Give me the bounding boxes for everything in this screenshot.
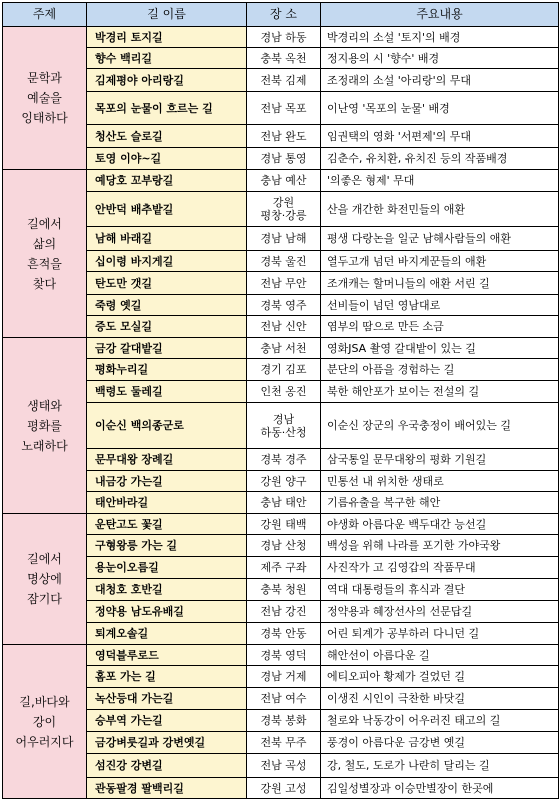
- content-cell: 어린 퇴계가 공부하러 다니던 길: [321, 623, 559, 645]
- theme-line: 어우러지다: [15, 734, 74, 749]
- road-name-cell: 문무대왕 장례길: [87, 449, 247, 471]
- theme-line: 문학과: [27, 71, 62, 85]
- place-cell: [247, 623, 321, 645]
- place-line: 경남 거제: [260, 670, 307, 683]
- place-line: 경북 안동: [260, 627, 307, 640]
- table-row: [3, 148, 559, 170]
- content-cell: 역대 대통령들의 휴식과 결단: [321, 579, 559, 601]
- table-row: [3, 535, 559, 557]
- table-row: [3, 251, 559, 272]
- road-name-cell: 퇴계오솔길: [87, 623, 247, 645]
- theme-line: 잠기다: [27, 592, 62, 606]
- table-row: [3, 192, 559, 227]
- table-row: [3, 666, 559, 688]
- road-name-cell: 토영 이야~길: [87, 148, 247, 170]
- theme-line: 삶의: [32, 236, 57, 251]
- road-name-cell: 죽령 옛길: [87, 295, 247, 316]
- table-row: [3, 48, 559, 69]
- place-cell: [247, 316, 321, 338]
- road-name-cell: 정약용 남도유배길: [87, 601, 247, 623]
- place-cell: [247, 381, 321, 403]
- place-line: 강원: [272, 196, 295, 209]
- theme-cell: [3, 170, 87, 338]
- theme-cell: [3, 514, 87, 645]
- content-cell: 야생화 아름다운 백두대간 능선길: [321, 514, 559, 535]
- content-cell: 정지용의 시 '향수' 배경: [321, 48, 559, 69]
- content-cell: '의좋은 형제' 무대: [321, 170, 559, 192]
- place-line: 충남 태안: [260, 496, 307, 509]
- table-row: [3, 710, 559, 732]
- table-row: [3, 645, 559, 666]
- road-name-cell: 김제평야 아리랑길: [87, 69, 247, 92]
- theme-line: 예술을: [27, 91, 62, 105]
- header-content: 주요내용: [321, 3, 559, 27]
- road-name-cell: 금강 갈대밭길: [87, 338, 247, 359]
- table-row: [3, 579, 559, 601]
- place-line: 충남 서천: [260, 341, 307, 355]
- content-cell: 산을 개간한 화전민들의 애환: [321, 192, 559, 227]
- table-row: [3, 272, 559, 295]
- place-line: 경북 봉화: [260, 714, 307, 727]
- place-cell: [247, 192, 321, 227]
- place-line: 충북 청원: [260, 583, 307, 596]
- place-cell: [247, 295, 321, 316]
- content-cell: 김일성별장과 이승만별장이 한곳에: [321, 778, 559, 799]
- place-cell: [247, 69, 321, 92]
- table-row: [3, 623, 559, 645]
- header-road-name: 길 이름: [87, 3, 247, 27]
- table-row: [3, 338, 559, 359]
- place-line: 경북 영주: [260, 298, 307, 312]
- theme-line: 노래하다: [21, 438, 68, 453]
- table-row: [3, 227, 559, 251]
- content-cell: 강, 철도, 도로가 나란히 달리는 길: [321, 754, 559, 778]
- place-line: 경북 영덕: [260, 648, 307, 662]
- place-line: 경남 통영: [260, 152, 307, 165]
- content-cell: 삼국통일 문무대왕의 평화 기원길: [321, 449, 559, 471]
- road-name-cell: 운탄고도 꽃길: [87, 514, 247, 535]
- place-line: 충북 옥천: [260, 51, 307, 65]
- content-cell: 평생 다랑논을 일군 남해사람들의 애환: [321, 227, 559, 251]
- content-cell: 민통선 내 위치한 생태로: [321, 471, 559, 492]
- table-row: [3, 449, 559, 471]
- place-line: 경남: [272, 412, 295, 426]
- table-row: [3, 125, 559, 148]
- road-name-cell: 관동팔경 팔백리길: [87, 778, 247, 799]
- road-name-cell: 내금강 가는길: [87, 471, 247, 492]
- place-cell: [247, 48, 321, 69]
- place-cell: [247, 272, 321, 295]
- content-cell: 이순신 장군의 우국충정이 배어있는 길: [321, 403, 559, 449]
- content-cell: 임권택의 영화 '서편제'의 무대: [321, 125, 559, 148]
- table-row: [3, 92, 559, 125]
- place-line: 전남 무안: [260, 276, 307, 290]
- walking-roads-table: [2, 2, 559, 799]
- table-row: [3, 69, 559, 92]
- place-line: 전남 완도: [260, 129, 307, 143]
- place-cell: [247, 125, 321, 148]
- content-cell: 북한 해안포가 보이는 전설의 길: [321, 381, 559, 403]
- road-name-cell: 탄도만 갯길: [87, 272, 247, 295]
- place-line: 전남 목포: [260, 101, 307, 115]
- place-line: 경북 울진: [260, 254, 307, 268]
- place-cell: [247, 92, 321, 125]
- place-line: 강원 태백: [260, 517, 307, 531]
- content-cell: 정약용과 혜장선사의 선문답길: [321, 601, 559, 623]
- content-cell: 김춘수, 유치환, 유치진 등의 작품배경: [321, 148, 559, 170]
- road-table-container: [2, 2, 559, 799]
- road-name-cell: 승부역 가는길: [87, 710, 247, 732]
- place-cell: [247, 732, 321, 754]
- road-name-cell: 금강벼룻길과 강변옛길: [87, 732, 247, 754]
- table-row: [3, 359, 559, 381]
- road-name-cell: 평화누리길: [87, 359, 247, 381]
- road-name-cell: 섬진강 강변길: [87, 754, 247, 778]
- header-place: 장 소: [247, 3, 321, 27]
- theme-cell: [3, 338, 87, 514]
- content-cell: 이난영 '목포의 눈물' 배경: [321, 92, 559, 125]
- content-cell: 기름유출을 복구한 해안: [321, 492, 559, 514]
- place-line: 전남 강진: [260, 605, 307, 618]
- table-row: [3, 471, 559, 492]
- road-name-cell: 영덕블루로드: [87, 645, 247, 666]
- road-name-cell: 대청호 호반길: [87, 579, 247, 601]
- road-name-cell: 예당호 꼬부랑길: [87, 170, 247, 192]
- place-cell: [247, 338, 321, 359]
- place-line: 충남 예산: [260, 174, 307, 187]
- table-row: [3, 557, 559, 579]
- place-line: 경남 산청: [260, 539, 307, 552]
- place-cell: [247, 754, 321, 778]
- road-name-cell: 청산도 슬로길: [87, 125, 247, 148]
- road-name-cell: 백령도 둘레길: [87, 381, 247, 403]
- road-name-cell: 목포의 눈물이 흐르는 길: [87, 92, 247, 125]
- theme-line: 잉태하다: [21, 111, 68, 125]
- road-name-cell: 향수 백리길: [87, 48, 247, 69]
- road-name-cell: 홈포 가는 길: [87, 666, 247, 688]
- place-cell: [247, 557, 321, 579]
- theme-line: 길,바다와: [19, 694, 70, 709]
- place-cell: [247, 471, 321, 492]
- place-cell: [247, 514, 321, 535]
- place-line: 경남 남해: [260, 232, 307, 245]
- table-row: [3, 778, 559, 799]
- place-cell: [247, 251, 321, 272]
- place-line: 제주 구좌: [260, 561, 307, 574]
- header-theme: 주제: [3, 3, 87, 27]
- table-row: [3, 514, 559, 535]
- road-name-cell: 안반덕 배추밭길: [87, 192, 247, 227]
- place-cell: [247, 27, 321, 48]
- table-row: [3, 754, 559, 778]
- theme-line: 찾다: [32, 276, 57, 291]
- place-cell: [247, 359, 321, 381]
- header-row: [3, 3, 559, 27]
- place-cell: [247, 227, 321, 251]
- content-cell: 풍경이 아름다운 금강변 옛길: [321, 732, 559, 754]
- theme-cell: [3, 27, 87, 170]
- content-cell: 에티오피아 황제가 걸었던 길: [321, 666, 559, 688]
- place-line: 전남 신안: [260, 320, 307, 333]
- place-line: 전북 김제: [260, 73, 307, 87]
- table-row: [3, 601, 559, 623]
- place-cell: [247, 778, 321, 799]
- place-cell: [247, 601, 321, 623]
- road-name-cell: 녹산등대 가는길: [87, 688, 247, 710]
- theme-line: 생태와: [27, 398, 62, 413]
- theme-line: 흔적을: [27, 256, 62, 271]
- place-cell: [247, 645, 321, 666]
- place-cell: [247, 688, 321, 710]
- road-name-cell: 태안바라길: [87, 492, 247, 514]
- place-line: 전남 여수: [260, 692, 307, 705]
- place-line: 전북 무주: [260, 736, 307, 749]
- road-name-cell: 십이령 바지게길: [87, 251, 247, 272]
- theme-line: 길에서: [27, 552, 62, 566]
- place-cell: [247, 492, 321, 514]
- place-line: 경남 하동: [260, 30, 307, 44]
- content-cell: 조정래의 소설 '아리랑'의 무대: [321, 69, 559, 92]
- theme-line: 강이: [32, 714, 57, 729]
- place-line: 경북 경주: [260, 453, 307, 466]
- content-cell: 철로와 낙동강이 어우러진 태고의 길: [321, 710, 559, 732]
- place-line: 강원 고성: [260, 781, 307, 795]
- table-row: [3, 27, 559, 48]
- road-name-cell: 박경리 토지길: [87, 27, 247, 48]
- table-row: [3, 316, 559, 338]
- place-cell: [247, 403, 321, 449]
- road-name-cell: 증도 모실길: [87, 316, 247, 338]
- content-cell: 이생진 시인이 극찬한 바닷길: [321, 688, 559, 710]
- road-name-cell: 구형왕릉 가는 길: [87, 535, 247, 557]
- theme-line: 길에서: [27, 216, 62, 231]
- table-row: [3, 381, 559, 403]
- content-cell: 영화JSA 촬영 갈대밭이 있는 길: [321, 338, 559, 359]
- theme-line: 평화를: [27, 418, 62, 433]
- place-cell: [247, 535, 321, 557]
- place-cell: [247, 666, 321, 688]
- place-line: 하동·산청: [260, 425, 307, 439]
- place-cell: [247, 579, 321, 601]
- table-row: [3, 688, 559, 710]
- place-line: 평창·강릉: [260, 209, 307, 222]
- content-cell: 박경리의 소설 '토지'의 배경: [321, 27, 559, 48]
- content-cell: 조개캐는 할머니들의 애환 서린 길: [321, 272, 559, 295]
- road-name-cell: 남해 바래길: [87, 227, 247, 251]
- table-row: [3, 492, 559, 514]
- road-name-cell: 이순신 백의종군로: [87, 403, 247, 449]
- content-cell: 백성을 위해 나라를 포기한 가야국왕: [321, 535, 559, 557]
- content-cell: 해안선이 아름다운 길: [321, 645, 559, 666]
- table-body: [3, 27, 559, 799]
- table-row: [3, 403, 559, 449]
- content-cell: 염부의 땀으로 만든 소금: [321, 316, 559, 338]
- content-cell: 선비들이 넘던 영남대로: [321, 295, 559, 316]
- place-line: 인천 옹진: [260, 385, 307, 398]
- place-cell: [247, 170, 321, 192]
- place-cell: [247, 449, 321, 471]
- table-row: [3, 295, 559, 316]
- content-cell: 분단의 아픔을 경험하는 길: [321, 359, 559, 381]
- place-cell: [247, 148, 321, 170]
- content-cell: 열두고개 넘던 바지게꾼들의 애환: [321, 251, 559, 272]
- theme-cell: [3, 645, 87, 799]
- place-line: 강원 양구: [260, 474, 307, 488]
- theme-line: 명상에: [27, 572, 62, 586]
- table-row: [3, 170, 559, 192]
- place-line: 경기 김포: [260, 363, 307, 376]
- road-name-cell: 용눈이오름길: [87, 557, 247, 579]
- content-cell: 사진작가 고 김영갑의 작품무대: [321, 557, 559, 579]
- place-line: 전남 곡성: [260, 759, 307, 772]
- table-row: [3, 732, 559, 754]
- place-cell: [247, 710, 321, 732]
